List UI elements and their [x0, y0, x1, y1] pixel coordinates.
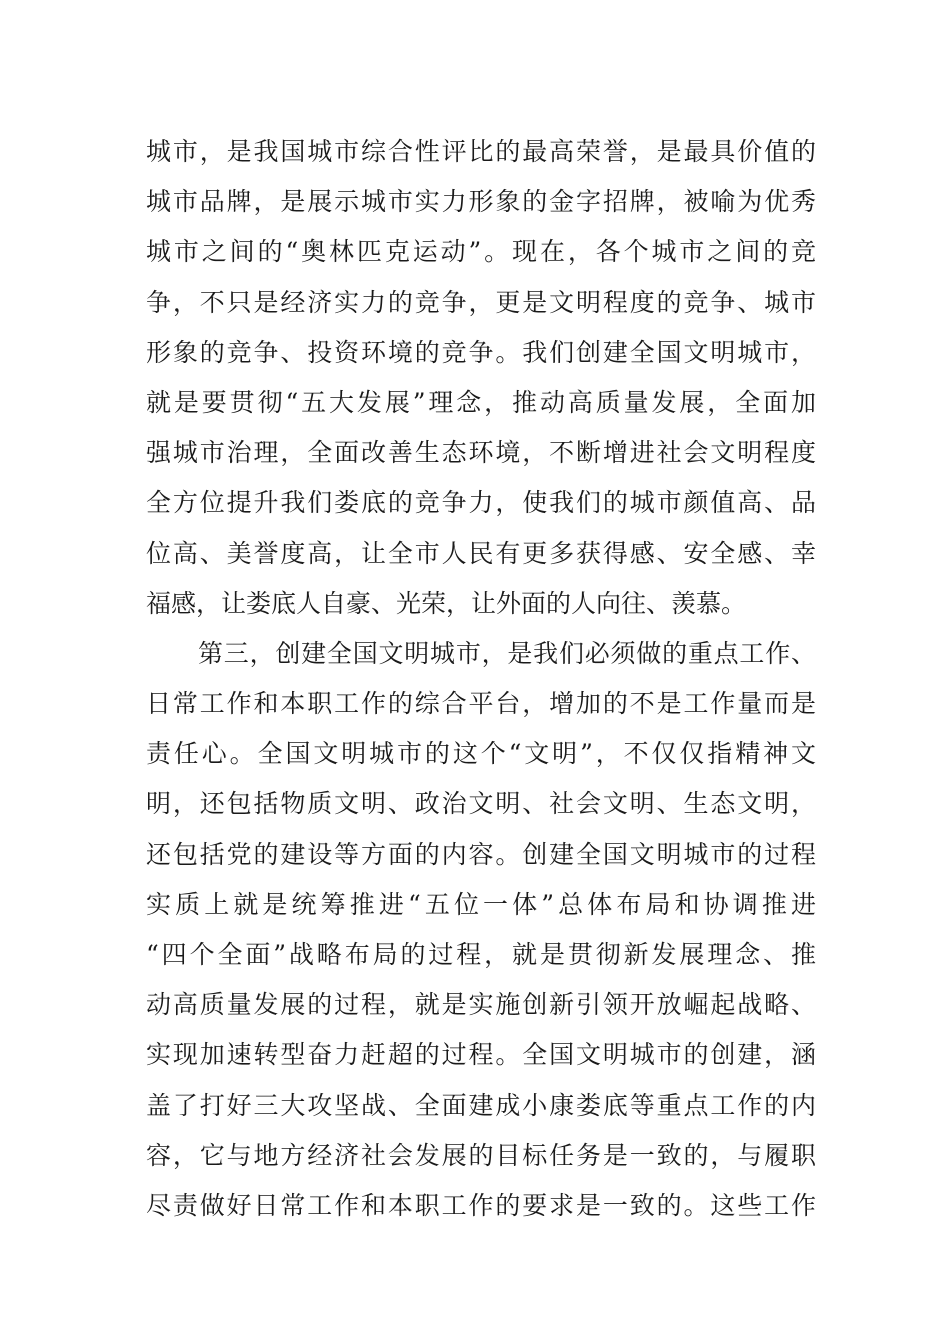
text-line: 城市之间的“奥林匹克运动”。现在，各个城市之间的竞 [146, 237, 816, 267]
text-line: 动高质量发展的过程，就是实施创新引领开放崛起战略、 [146, 990, 816, 1020]
text-line: 强城市治理，全面改善生态环境，不断增进社会文明程度 [146, 438, 816, 468]
text-line: 位高、美誉度高，让全市人民有更多获得感、安全感、幸 [146, 538, 816, 568]
text-line: 福感，让娄底人自豪、光荣，让外面的人向往、羡慕。 [146, 588, 747, 618]
text-line: 实现加速转型奋力赶超的过程。全国文明城市的创建，涵 [146, 1040, 816, 1070]
text-line: 城市，是我国城市综合性评比的最高荣誉，是最具价值的 [146, 137, 816, 166]
text-line: 实质上就是统筹推进“五位一体”总体布局和协调推进 [146, 889, 816, 919]
text-line: “四个全面”战略布局的过程，就是贯彻新发展理念、推 [146, 940, 816, 969]
body-text [146, 127, 816, 1231]
text-line: 就是要贯彻“五大发展”理念，推动高质量发展，全面加 [146, 387, 816, 417]
text-line: 城市品牌，是展示城市实力形象的金字招牌，被喻为优秀 [146, 187, 816, 217]
text-line: 容，它与地方经济社会发展的目标任务是一致的，与履职 [146, 1140, 816, 1170]
paragraph-first-line: 第三，创建全国文明城市，是我们必须做的重点工作、 [198, 638, 816, 668]
text-line: 争，不只是经济实力的竞争，更是文明程度的竞争、城市 [146, 287, 816, 317]
text-line: 尽责做好日常工作和本职工作的要求是一致的。这些工作 [146, 1190, 816, 1220]
text-line: 还包括党的建设等方面的内容。创建全国文明城市的过程 [146, 839, 816, 869]
text-line: 日常工作和本职工作的综合平台，增加的不是工作量而是 [146, 689, 816, 719]
text-line: 全方位提升我们娄底的竞争力，使我们的城市颜值高、品 [146, 488, 816, 518]
text-line: 形象的竞争、投资环境的竞争。我们创建全国文明城市， [146, 337, 816, 367]
text-line: 责任心。全国文明城市的这个“文明”，不仅仅指精神文 [146, 739, 816, 769]
text-line: 盖了打好三大攻坚战、全面建成小康娄底等重点工作的内 [146, 1090, 816, 1120]
text-line: 明，还包括物质文明、政治文明、社会文明、生态文明， [146, 789, 816, 819]
